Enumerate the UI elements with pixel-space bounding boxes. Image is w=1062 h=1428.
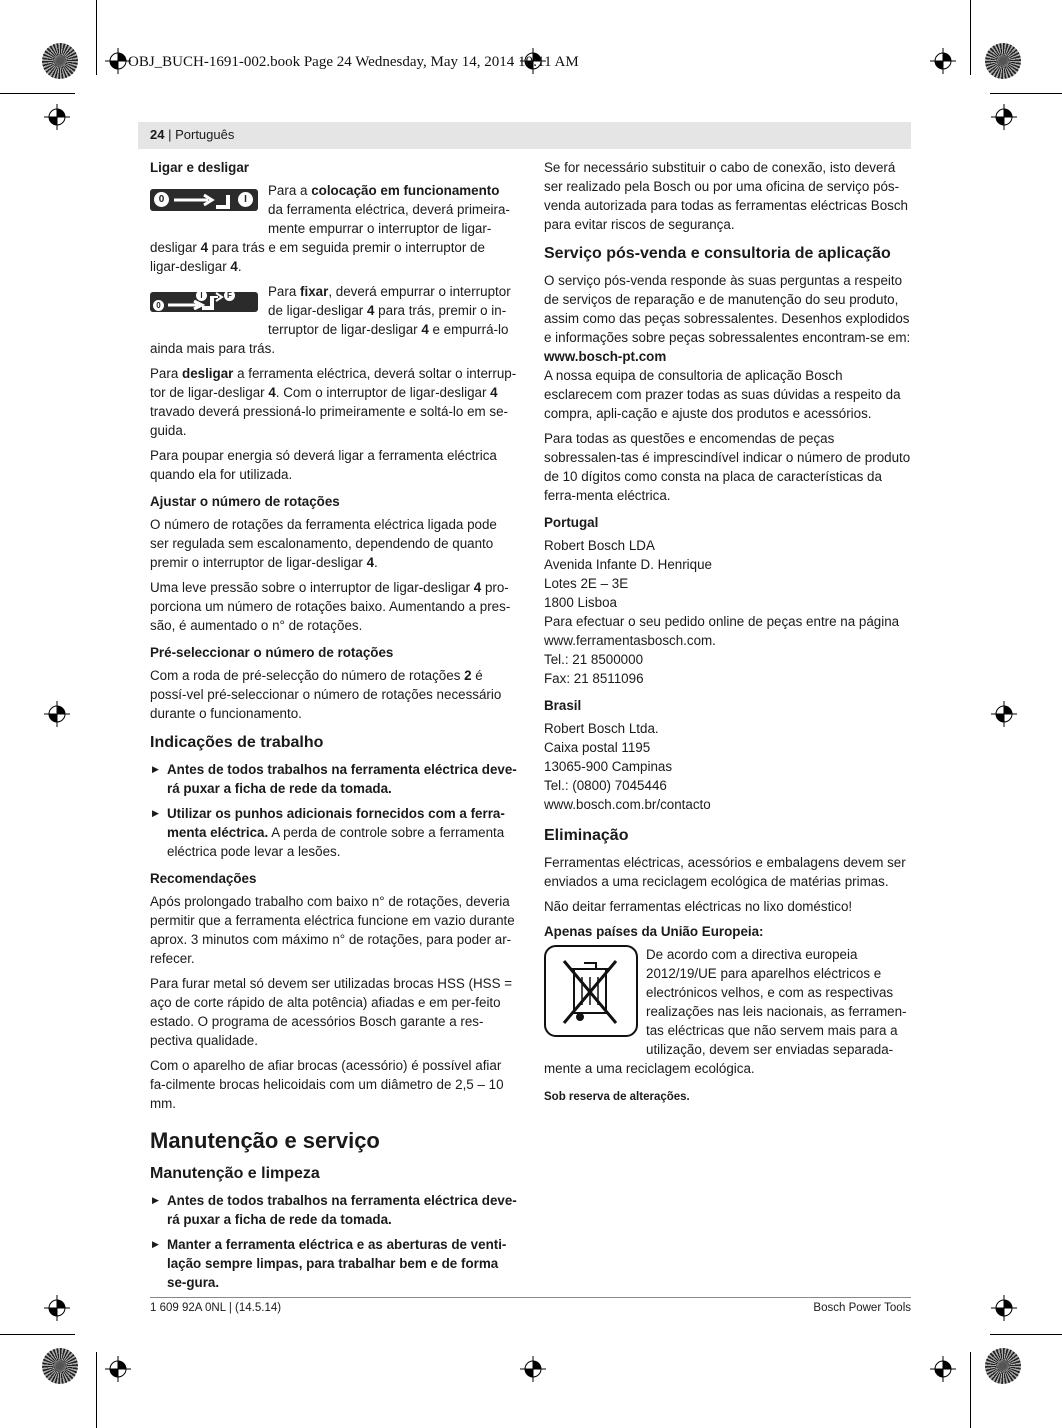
registration-rosette-icon xyxy=(42,43,78,79)
paragraph-servico-1: O serviço pós-venda responde às suas perguntas a respeito de serviços de reparação e de manutenção do seu produto, assim como das peças sobressalentes. Desenhos explodidos e informações sobre peças sobressalentes encontram-se em: xyxy=(544,273,911,345)
bullet-text: A perda de controle sobre a ferramenta eléctrica pode levar a lesões. xyxy=(167,825,505,859)
heading-preseleccionar: Pré-seleccionar o número de rotações xyxy=(150,645,394,660)
heading-servico: Serviço pós-venda e consultoria de aplicação xyxy=(544,245,891,262)
ref-number: 4 xyxy=(473,580,482,595)
bullet-text: Antes de todos trabalhos na ferramenta eléctrica deve-rá puxar a ficha de rede da tomada. xyxy=(167,1193,517,1227)
paragraph-desligar xyxy=(150,364,518,440)
address-line: Avenida Infante D. Henrique xyxy=(544,557,712,572)
crop-mark xyxy=(990,1334,1062,1335)
crosshair-icon xyxy=(930,1356,956,1382)
text-span: Com a roda de pré-selecção do número de rotações xyxy=(150,668,465,683)
text-span: . xyxy=(374,555,378,570)
switch-off-label: 0 xyxy=(154,192,169,207)
heading-portugal: Portugal xyxy=(544,515,599,530)
paragraph-servico-2: A nossa equipa de consultoria de aplicação Bosch esclarecem com prazer todas as suas dúvidas a respeito da compra, apli-cação e ajuste dos produtos e acessórios. xyxy=(544,368,901,421)
paragraph-recomendacoes-1: Após prolongado trabalho com baixo n° de rotações, deveria permitir que a ferramenta eléctrica funcione em vazio durante aprox. 3 minutos com máximo n° de rotações, para poder ar-refecer. xyxy=(150,894,515,966)
text-span: e empurrá-lo ainda mais para trás. xyxy=(150,322,509,356)
registration-rosette-icon xyxy=(985,43,1021,79)
text-span: . xyxy=(237,259,242,274)
text-span: O número de rotações da ferramenta eléctrica ligada pode ser regulada sem escalonamento, dependendo de quanto premir o interruptor de ligar-desligar xyxy=(150,517,497,570)
heading-ligar: Ligar e desligar xyxy=(150,160,249,175)
switch-fix-figure xyxy=(150,282,262,322)
bullet-text: Manter a ferramenta eléctrica e as aberturas de venti-lação sempre limpas, para trabalhar bem e de forma se-gura. xyxy=(167,1237,507,1290)
address-line: Para efectuar o seu pedido online de peças entre na página www.ferramentasbosch.com. xyxy=(544,614,900,648)
paragraph-ajustar-2 xyxy=(150,578,518,635)
switch-off-label: 0 xyxy=(153,300,164,311)
paragraph-cabo: Se for necessário substituir o cabo de conexão, isto deverá ser realizado pela Bosch ou por uma oficina de serviço pós-venda autorizada para todas as ferramentas eléctricas Bosch para evitar riscos de segurança. xyxy=(544,160,908,232)
heading-manutencao-limpeza: Manutenção e limpeza xyxy=(150,1165,320,1182)
ref-number: 4 xyxy=(230,259,238,274)
text-span: travado deverá pressioná-lo primeiramente e soltá-lo em se-guida. xyxy=(150,404,508,438)
crop-mark xyxy=(0,1334,75,1335)
ref-number: 4 xyxy=(200,240,209,255)
text-span: a ferramenta eléctrica, deverá soltar o interrup-tor de ligar-desligar xyxy=(150,366,517,400)
heading-manutencao-servico: Manutenção e serviço xyxy=(150,1128,380,1153)
crosshair-icon xyxy=(930,48,956,74)
left-column xyxy=(150,158,518,1298)
paragraph-eliminacao-1: Ferramentas eléctricas, acessórios e embalagens devem ser enviados a uma reciclagem ecológica de matérias primas. xyxy=(544,855,906,889)
address-line: Caixa postal 1195 xyxy=(544,740,651,755)
crop-mark xyxy=(970,0,971,75)
text-span: , deverá empurrar o interruptor de ligar-desligar xyxy=(268,284,511,318)
crosshair-icon xyxy=(44,1295,70,1321)
address-line: Tel.: (0800) 7045446 xyxy=(544,778,667,793)
trigger-icon xyxy=(214,191,232,209)
book-info-line: OBJ_BUCH-1691-002.book Page 24 Wednesday, May 14, 2014 10:11 AM xyxy=(128,54,579,70)
crosshair-icon xyxy=(520,1356,546,1382)
address-brasil xyxy=(544,719,912,814)
bullet-item xyxy=(150,804,518,861)
paragraph-ue: De acordo com a directiva europeia 2012/19/UE para aparelhos eléctricos e electrónicos velhos, e com as respectivas realizações nas leis nacionais, as ferramen-tas eléctricas que não servem mais para a utilização, devem ser enviadas separada-mente a uma reciclagem ecológica. xyxy=(544,947,907,1076)
text-span: Para a xyxy=(268,183,312,198)
text-span: Para xyxy=(150,366,183,381)
crop-mark xyxy=(96,1352,97,1428)
page-language: | Português xyxy=(168,127,235,142)
switch-icon xyxy=(150,292,258,312)
ref-number: 4 xyxy=(367,303,375,318)
address-line: Robert Bosch Ltda. xyxy=(544,721,659,736)
heading-ue: Apenas países da União Europeia: xyxy=(544,924,764,939)
bullet-text: Utilizar os punhos adicionais fornecidos com a ferra-menta eléctrica. xyxy=(167,806,505,840)
page-number: 24 xyxy=(150,127,165,142)
address-line: Lotes 2E – 3E xyxy=(544,576,629,591)
paragraph-preseleccionar xyxy=(150,666,518,723)
switch-fix-label: F xyxy=(224,290,235,301)
crop-mark xyxy=(0,93,75,94)
paragraph-servico-3: Para todas as questões e encomendas de peças sobressalen-tas é imprescindível indicar o número de produto de 10 dígitos como consta na placa de características da ferra-menta eléctrica. xyxy=(544,431,911,503)
ref-number: 4 xyxy=(490,385,498,400)
registration-rosette-icon xyxy=(985,1348,1021,1384)
paragraph-poupar: Para poupar energia só deverá ligar a ferramenta eléctrica quando ela for utilizada. xyxy=(150,448,497,482)
address-line: Tel.: 21 8500000 xyxy=(544,652,644,667)
address-line: Fax: 21 8511096 xyxy=(544,671,644,686)
ref-number: 4 xyxy=(268,385,276,400)
crop-mark xyxy=(990,93,1062,94)
paragraph-eliminacao-2: Não deitar ferramentas eléctricas no lixo doméstico! xyxy=(544,899,853,914)
arrow-right-icon xyxy=(174,194,218,206)
address-line: www.bosch.com.br/contacto xyxy=(544,797,711,812)
address-line: Robert Bosch LDA xyxy=(544,538,655,553)
footer-brand: Bosch Power Tools xyxy=(813,1302,911,1314)
page-header xyxy=(138,122,911,149)
switch-icon xyxy=(150,189,258,211)
crosshair-icon xyxy=(991,701,1017,727)
heading-brasil: Brasil xyxy=(544,698,582,713)
text-bold: colocação em funcionamento xyxy=(311,183,500,198)
address-portugal xyxy=(544,536,912,688)
text-span: Para xyxy=(268,284,301,299)
text-bold: desligar xyxy=(182,366,234,381)
bullet-item xyxy=(150,760,518,798)
address-line: 13065-900 Campinas xyxy=(544,759,673,774)
reserva-note: Sob reserva de alterações. xyxy=(544,1091,690,1103)
switch-on-label: I xyxy=(238,192,253,207)
paragraph-recomendacoes-3: Com o aparelho de afiar brocas (acessório) é possível afiar fa-cilmente brocas helicoidais com um diâmetro de 2,5 – 10 mm. xyxy=(150,1058,504,1111)
crosshair-icon xyxy=(44,701,70,727)
crosshair-icon xyxy=(991,1295,1017,1321)
ref-number: 4 xyxy=(421,322,429,337)
crosshair-icon xyxy=(991,104,1017,130)
heading-recomendacoes: Recomendações xyxy=(150,871,257,886)
text-span: da ferramenta eléctrica, deverá primeira-mente empurrar o interruptor de ligar-desligar xyxy=(150,202,510,255)
text-span: Uma leve pressão sobre o interruptor de ligar-desligar xyxy=(150,580,474,595)
footer-divider xyxy=(150,1297,911,1298)
address-line: 1800 Lisboa xyxy=(544,595,617,610)
service-url[interactable]: www.bosch-pt.com xyxy=(544,349,667,364)
text-bold: fixar xyxy=(300,284,329,299)
registration-rosette-icon xyxy=(42,1348,78,1384)
paragraph-ajustar-1 xyxy=(150,515,518,572)
heading-indicacoes: Indicações de trabalho xyxy=(150,734,324,751)
bullet-item xyxy=(150,1235,518,1292)
bullet-item xyxy=(150,1191,518,1229)
text-span: é possí-vel pré-seleccionar o número de rotações necessário durante o funcionamento. xyxy=(150,668,502,721)
crosshair-icon xyxy=(44,104,70,130)
right-column xyxy=(544,158,912,1107)
heading-eliminacao: Eliminação xyxy=(544,827,629,844)
crosshair-icon xyxy=(105,1356,131,1382)
crop-mark xyxy=(970,1352,971,1428)
paragraph-recomendacoes-2: Para furar metal só devem ser utilizadas brocas HSS (HSS = aço de corte rápido de alta potência) afiadas e em per-feito estado. O programa de acessórios Bosch garante a res-pectiva qualidade. xyxy=(150,976,513,1048)
crossed-bin-icon xyxy=(546,947,635,1034)
bullet-text: Antes de todos trabalhos na ferramenta eléctrica deve-rá puxar a ficha de rede da tomada. xyxy=(167,762,517,796)
page-header-text xyxy=(150,127,234,142)
footer-code: 1 609 92A 0NL | (14.5.14) xyxy=(150,1302,282,1314)
text-span: para trás e em seguida premir o interruptor de ligar-desligar xyxy=(150,240,485,274)
weee-bin-icon xyxy=(544,945,638,1037)
ref-number: 4 xyxy=(366,555,375,570)
ref-number: 2 xyxy=(464,668,472,683)
text-span: para trás, premir o in-terruptor de ligar-desligar xyxy=(268,303,507,337)
switch-on-figure xyxy=(150,181,262,221)
text-span: . Com o interruptor de ligar-desligar xyxy=(275,385,491,400)
text-span: pro-porciona um número de rotações baixo. Aumentando a pres-são, é aumentado o n° de rotações. xyxy=(150,580,511,633)
crop-mark xyxy=(96,0,97,75)
switch-on-label: I xyxy=(196,290,207,301)
heading-ajustar: Ajustar o número de rotações xyxy=(150,494,340,509)
